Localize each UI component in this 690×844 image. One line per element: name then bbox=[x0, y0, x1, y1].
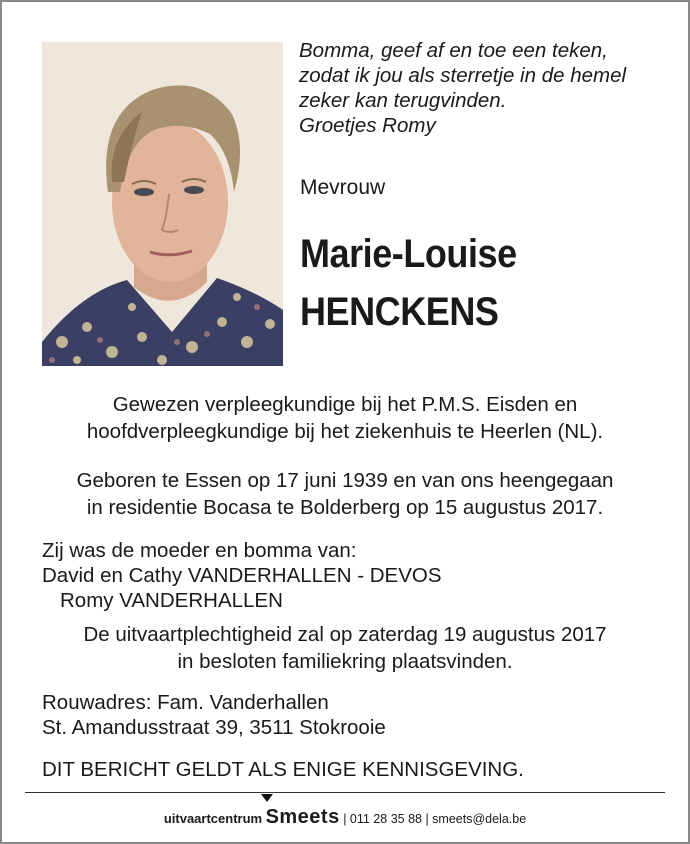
poem-line: Groetjes Romy bbox=[299, 114, 436, 137]
funeral-line: De uitvaartplechtigheid zal op zaterdag 19 augustus 2017 bbox=[83, 623, 607, 646]
family-line: Zij was de moeder en bomma van: bbox=[42, 539, 357, 562]
brand-prefix: uitvaartcentrum bbox=[163, 811, 263, 826]
address-line: Rouwadres: Fam. Vanderhallen bbox=[42, 691, 329, 714]
family-text bbox=[42, 538, 442, 613]
funeral-line: in besloten familiekring plaatsvinden. bbox=[177, 650, 513, 673]
deceased-last-name: HENCKENS bbox=[300, 290, 499, 334]
career-line: hoofdverpleegkundige bij het ziekenhuis te Heerlen (NL). bbox=[86, 420, 604, 443]
salutation: Mevrouw bbox=[300, 176, 386, 199]
family-line: David en Cathy VANDERHALLEN - DEVOS bbox=[42, 564, 442, 587]
deceased-first-name: Marie-Louise bbox=[300, 232, 517, 276]
life-line: in residentie Bocasa te Bolderberg op 15 augustus 2017. bbox=[86, 496, 604, 519]
life-line: Geboren te Essen op 17 juni 1939 en van ons heengegaan bbox=[76, 469, 614, 492]
brand-name: Smeets bbox=[265, 806, 340, 828]
poem bbox=[299, 38, 679, 138]
career-text bbox=[0, 391, 690, 445]
address-text bbox=[42, 690, 386, 740]
contact-info: | 011 28 35 88 | smeets@dela.be bbox=[343, 812, 527, 826]
career-line: Gewezen verpleegkundige bij het P.M.S. Eisden en bbox=[112, 393, 578, 416]
footer-divider bbox=[25, 792, 665, 793]
notice-text: DIT BERICHT GELDT ALS ENIGE KENNISGEVING. bbox=[42, 758, 524, 781]
funeral-text bbox=[0, 621, 690, 675]
portrait-photo bbox=[42, 42, 283, 366]
triangle-marker-icon bbox=[261, 794, 273, 802]
address-line: St. Amandusstraat 39, 3511 Stokrooie bbox=[42, 716, 386, 739]
family-line: Romy VANDERHALLEN bbox=[60, 589, 283, 612]
footer bbox=[0, 806, 690, 829]
poem-line: zeker kan terugvinden. bbox=[299, 89, 507, 112]
poem-line: Bomma, geef af en toe een teken, bbox=[299, 39, 608, 62]
life-text bbox=[0, 467, 690, 521]
poem-line: zodat ik jou als sterretje in de hemel bbox=[299, 64, 627, 87]
